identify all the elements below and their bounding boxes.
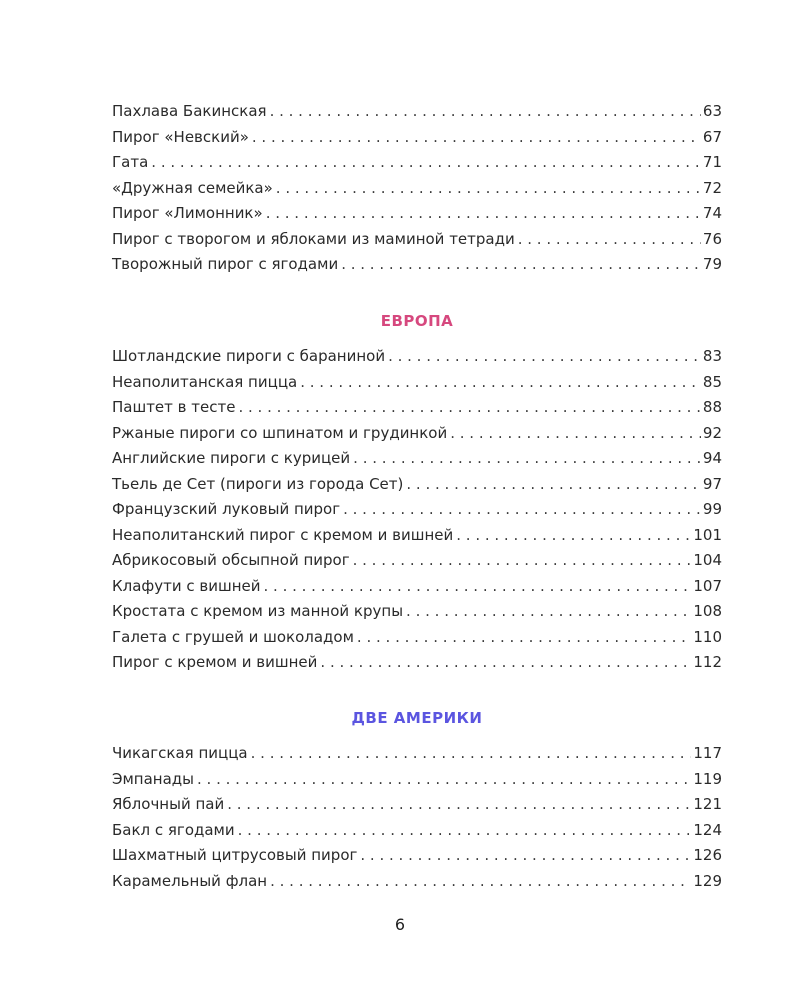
toc-entry xyxy=(112,767,722,793)
toc-entry-title: Гата xyxy=(112,150,151,176)
toc-entry-title: Пахлава Бакинская xyxy=(112,99,270,125)
toc-entry xyxy=(112,741,722,767)
toc-entry-page: 121 xyxy=(691,792,722,818)
toc-leader-dots xyxy=(360,843,691,869)
toc-leader-dots xyxy=(357,625,691,651)
toc-leader-dots xyxy=(251,741,692,767)
toc-entry-title: Пирог с кремом и вишней xyxy=(112,650,320,676)
toc-entry xyxy=(112,395,722,421)
toc-leader-dots xyxy=(197,767,691,793)
toc-entry-title: Бакл с ягодами xyxy=(112,818,238,844)
toc-leader-dots xyxy=(388,344,701,370)
toc-entry xyxy=(112,227,722,253)
toc-entry xyxy=(112,201,722,227)
toc-entry xyxy=(112,472,722,498)
toc-entry-page: 83 xyxy=(701,344,722,370)
toc-entry-page: 76 xyxy=(701,227,722,253)
toc-entry xyxy=(112,523,722,549)
toc-entry-title: Неаполитанский пирог с кремом и вишней xyxy=(112,523,456,549)
toc-entry-title: Пирог с творогом и яблоками из маминой тетради xyxy=(112,227,518,253)
toc-entry-page: 119 xyxy=(691,767,722,793)
toc-leader-dots xyxy=(276,176,701,202)
toc-leader-dots xyxy=(252,125,701,151)
toc-leader-dots xyxy=(343,497,701,523)
toc-entry-page: 67 xyxy=(701,125,722,151)
toc-entry-title: Пирог «Невский» xyxy=(112,125,252,151)
toc-entry-title: Абрикосовый обсыпной пирог xyxy=(112,548,353,574)
toc-entry xyxy=(112,370,722,396)
toc-entry-title: Пирог «Лимонник» xyxy=(112,201,266,227)
toc-leader-dots xyxy=(270,869,691,895)
toc-leader-dots xyxy=(227,792,691,818)
toc-entry-title: «Дружная семейка» xyxy=(112,176,276,202)
toc-entry-page: 85 xyxy=(701,370,722,396)
toc-entry-page: 117 xyxy=(691,741,722,767)
toc-list-europe xyxy=(112,344,722,676)
section-heading-americas: ДВЕ АМЕРИКИ xyxy=(351,709,483,727)
toc-entry-page: 74 xyxy=(701,201,722,227)
toc-entry xyxy=(112,252,722,278)
toc-entry-page: 107 xyxy=(691,574,722,600)
toc-entry-page: 112 xyxy=(691,650,722,676)
toc-entry-page: 104 xyxy=(691,548,722,574)
toc-entry-page: 97 xyxy=(701,472,722,498)
toc-leader-dots xyxy=(353,446,701,472)
toc-entry-page: 108 xyxy=(691,599,722,625)
toc-entry xyxy=(112,150,722,176)
toc-entry-title: Эмпанады xyxy=(112,767,197,793)
section-heading-europe: ЕВРОПА xyxy=(380,312,454,330)
toc-entry xyxy=(112,625,722,651)
toc-entry-title: Кростата с кремом из манной крупы xyxy=(112,599,406,625)
toc-leader-dots xyxy=(406,599,691,625)
toc-leader-dots xyxy=(151,150,701,176)
toc-entry-page: 71 xyxy=(701,150,722,176)
toc-entry xyxy=(112,421,722,447)
toc-entry-page: 94 xyxy=(701,446,722,472)
toc-entry xyxy=(112,574,722,600)
toc-entry xyxy=(112,650,722,676)
toc-entry xyxy=(112,446,722,472)
toc-entry-title: Шахматный цитрусовый пирог xyxy=(112,843,360,869)
toc-entry xyxy=(112,548,722,574)
toc-entry-page: 110 xyxy=(691,625,722,651)
toc-leader-dots xyxy=(238,395,700,421)
toc-entry-page: 79 xyxy=(701,252,722,278)
toc-entry xyxy=(112,125,722,151)
toc-entry-title: Чикагская пицца xyxy=(112,741,251,767)
toc-entry xyxy=(112,843,722,869)
toc-entry xyxy=(112,99,722,125)
toc-entry-title: Творожный пирог с ягодами xyxy=(112,252,341,278)
toc-leader-dots xyxy=(450,421,701,447)
toc-leader-dots xyxy=(341,252,701,278)
toc-entry xyxy=(112,599,722,625)
toc-entry-title: Ржаные пироги со шпинатом и грудинкой xyxy=(112,421,450,447)
toc-leader-dots xyxy=(270,99,701,125)
toc-entry-title: Карамельный флан xyxy=(112,869,270,895)
toc-entry-title: Паштет в тесте xyxy=(112,395,238,421)
toc-entry-page: 129 xyxy=(691,869,722,895)
toc-entry xyxy=(112,176,722,202)
toc-entry xyxy=(112,497,722,523)
toc-entry-page: 99 xyxy=(701,497,722,523)
toc-leader-dots xyxy=(266,201,701,227)
toc-entry-page: 124 xyxy=(691,818,722,844)
toc-entry xyxy=(112,869,722,895)
toc-list-americas xyxy=(112,741,722,894)
toc-entry-page: 101 xyxy=(691,523,722,549)
toc-entry-title: Клафути с вишней xyxy=(112,574,264,600)
toc-entry-page: 92 xyxy=(701,421,722,447)
toc-entry-page: 88 xyxy=(701,395,722,421)
toc-entry-title: Неаполитанская пицца xyxy=(112,370,300,396)
toc-entry-title: Английские пироги с курицей xyxy=(112,446,353,472)
toc-leader-dots xyxy=(456,523,691,549)
toc-entry xyxy=(112,792,722,818)
toc-entry-title: Тьель де Сет (пироги из города Сет) xyxy=(112,472,406,498)
toc-entry xyxy=(112,344,722,370)
toc-entry-page: 63 xyxy=(701,99,722,125)
toc-leader-dots xyxy=(353,548,692,574)
toc-leader-dots xyxy=(300,370,701,396)
page-number: 6 xyxy=(394,915,406,934)
toc-list-group1 xyxy=(112,99,722,278)
toc-entry xyxy=(112,818,722,844)
toc-entry-title: Шотландские пироги с бараниной xyxy=(112,344,388,370)
toc-entry-page: 72 xyxy=(701,176,722,202)
toc-entry-page: 126 xyxy=(691,843,722,869)
toc-leader-dots xyxy=(264,574,692,600)
toc-leader-dots xyxy=(406,472,701,498)
toc-leader-dots xyxy=(518,227,701,253)
toc-entry-title: Галета с грушей и шоколадом xyxy=(112,625,357,651)
toc-entry-title: Яблочный пай xyxy=(112,792,227,818)
toc-leader-dots xyxy=(320,650,691,676)
toc-leader-dots xyxy=(238,818,692,844)
toc-entry-title: Французский луковый пирог xyxy=(112,497,343,523)
